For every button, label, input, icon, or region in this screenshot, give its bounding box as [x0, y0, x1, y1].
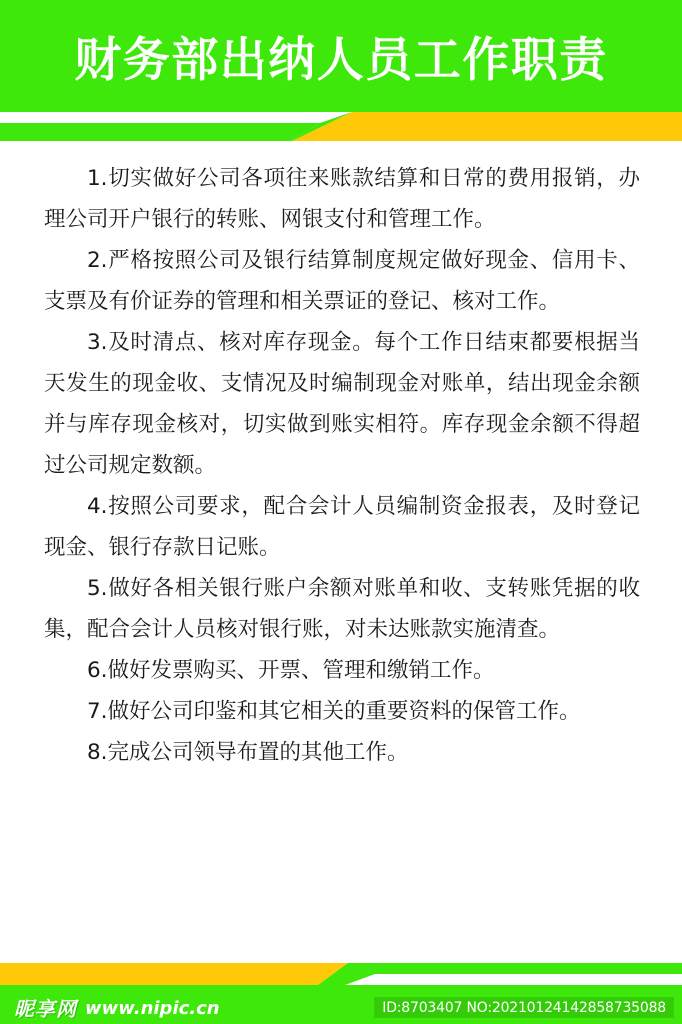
duty-item: 1.切实做好公司各项往来账款结算和日常的费用报销，办理公司开户银行的转账、网银支付和管理工作。 [44, 166, 640, 232]
header-divider [0, 112, 682, 141]
duty-item: 6.做好发票购买、开票、管理和缴销工作。 [87, 658, 495, 683]
nipic-logo: 昵享网 [14, 996, 77, 1021]
page-title: 财务部出纳人员工作职责 [74, 32, 608, 88]
duty-item: 4.按照公司要求，配合会计人员编制资金报表，及时登记现金、银行存款日记账。 [44, 494, 640, 560]
duty-item: 7.做好公司印鉴和其它相关的重要资料的保管工作。 [87, 699, 581, 724]
poster-header [0, 0, 682, 112]
duty-item: 3.及时清点、核对库存现金。每个工作日结束都要根据当天发生的现金收、支情况及时编制现金对账单，结出现金余额并与库存现金核对，切实做到账实相符。库存现金余额不得超过公司规定数额。 [44, 330, 640, 478]
footer-divider [0, 963, 682, 993]
footer-watermark-bar [0, 993, 682, 1024]
duty-item: 5.做好各相关银行账户余额对账单和收、支转账凭据的收集，配合会计人员核对银行账，对未达账款实施清查。 [44, 576, 640, 642]
watermark-url: www.nipic.cn [85, 997, 220, 1019]
duty-item: 2.严格按照公司及银行结算制度规定做好现金、信用卡、支票及有价证券的管理和相关票证的登记、核对工作。 [44, 248, 640, 314]
duties-list [44, 158, 640, 773]
watermark [14, 993, 220, 1024]
duty-item: 8.完成公司领导布置的其他工作。 [87, 740, 409, 765]
image-id-badge: ID:8703407 NO:20210124142858735088 [374, 997, 674, 1018]
